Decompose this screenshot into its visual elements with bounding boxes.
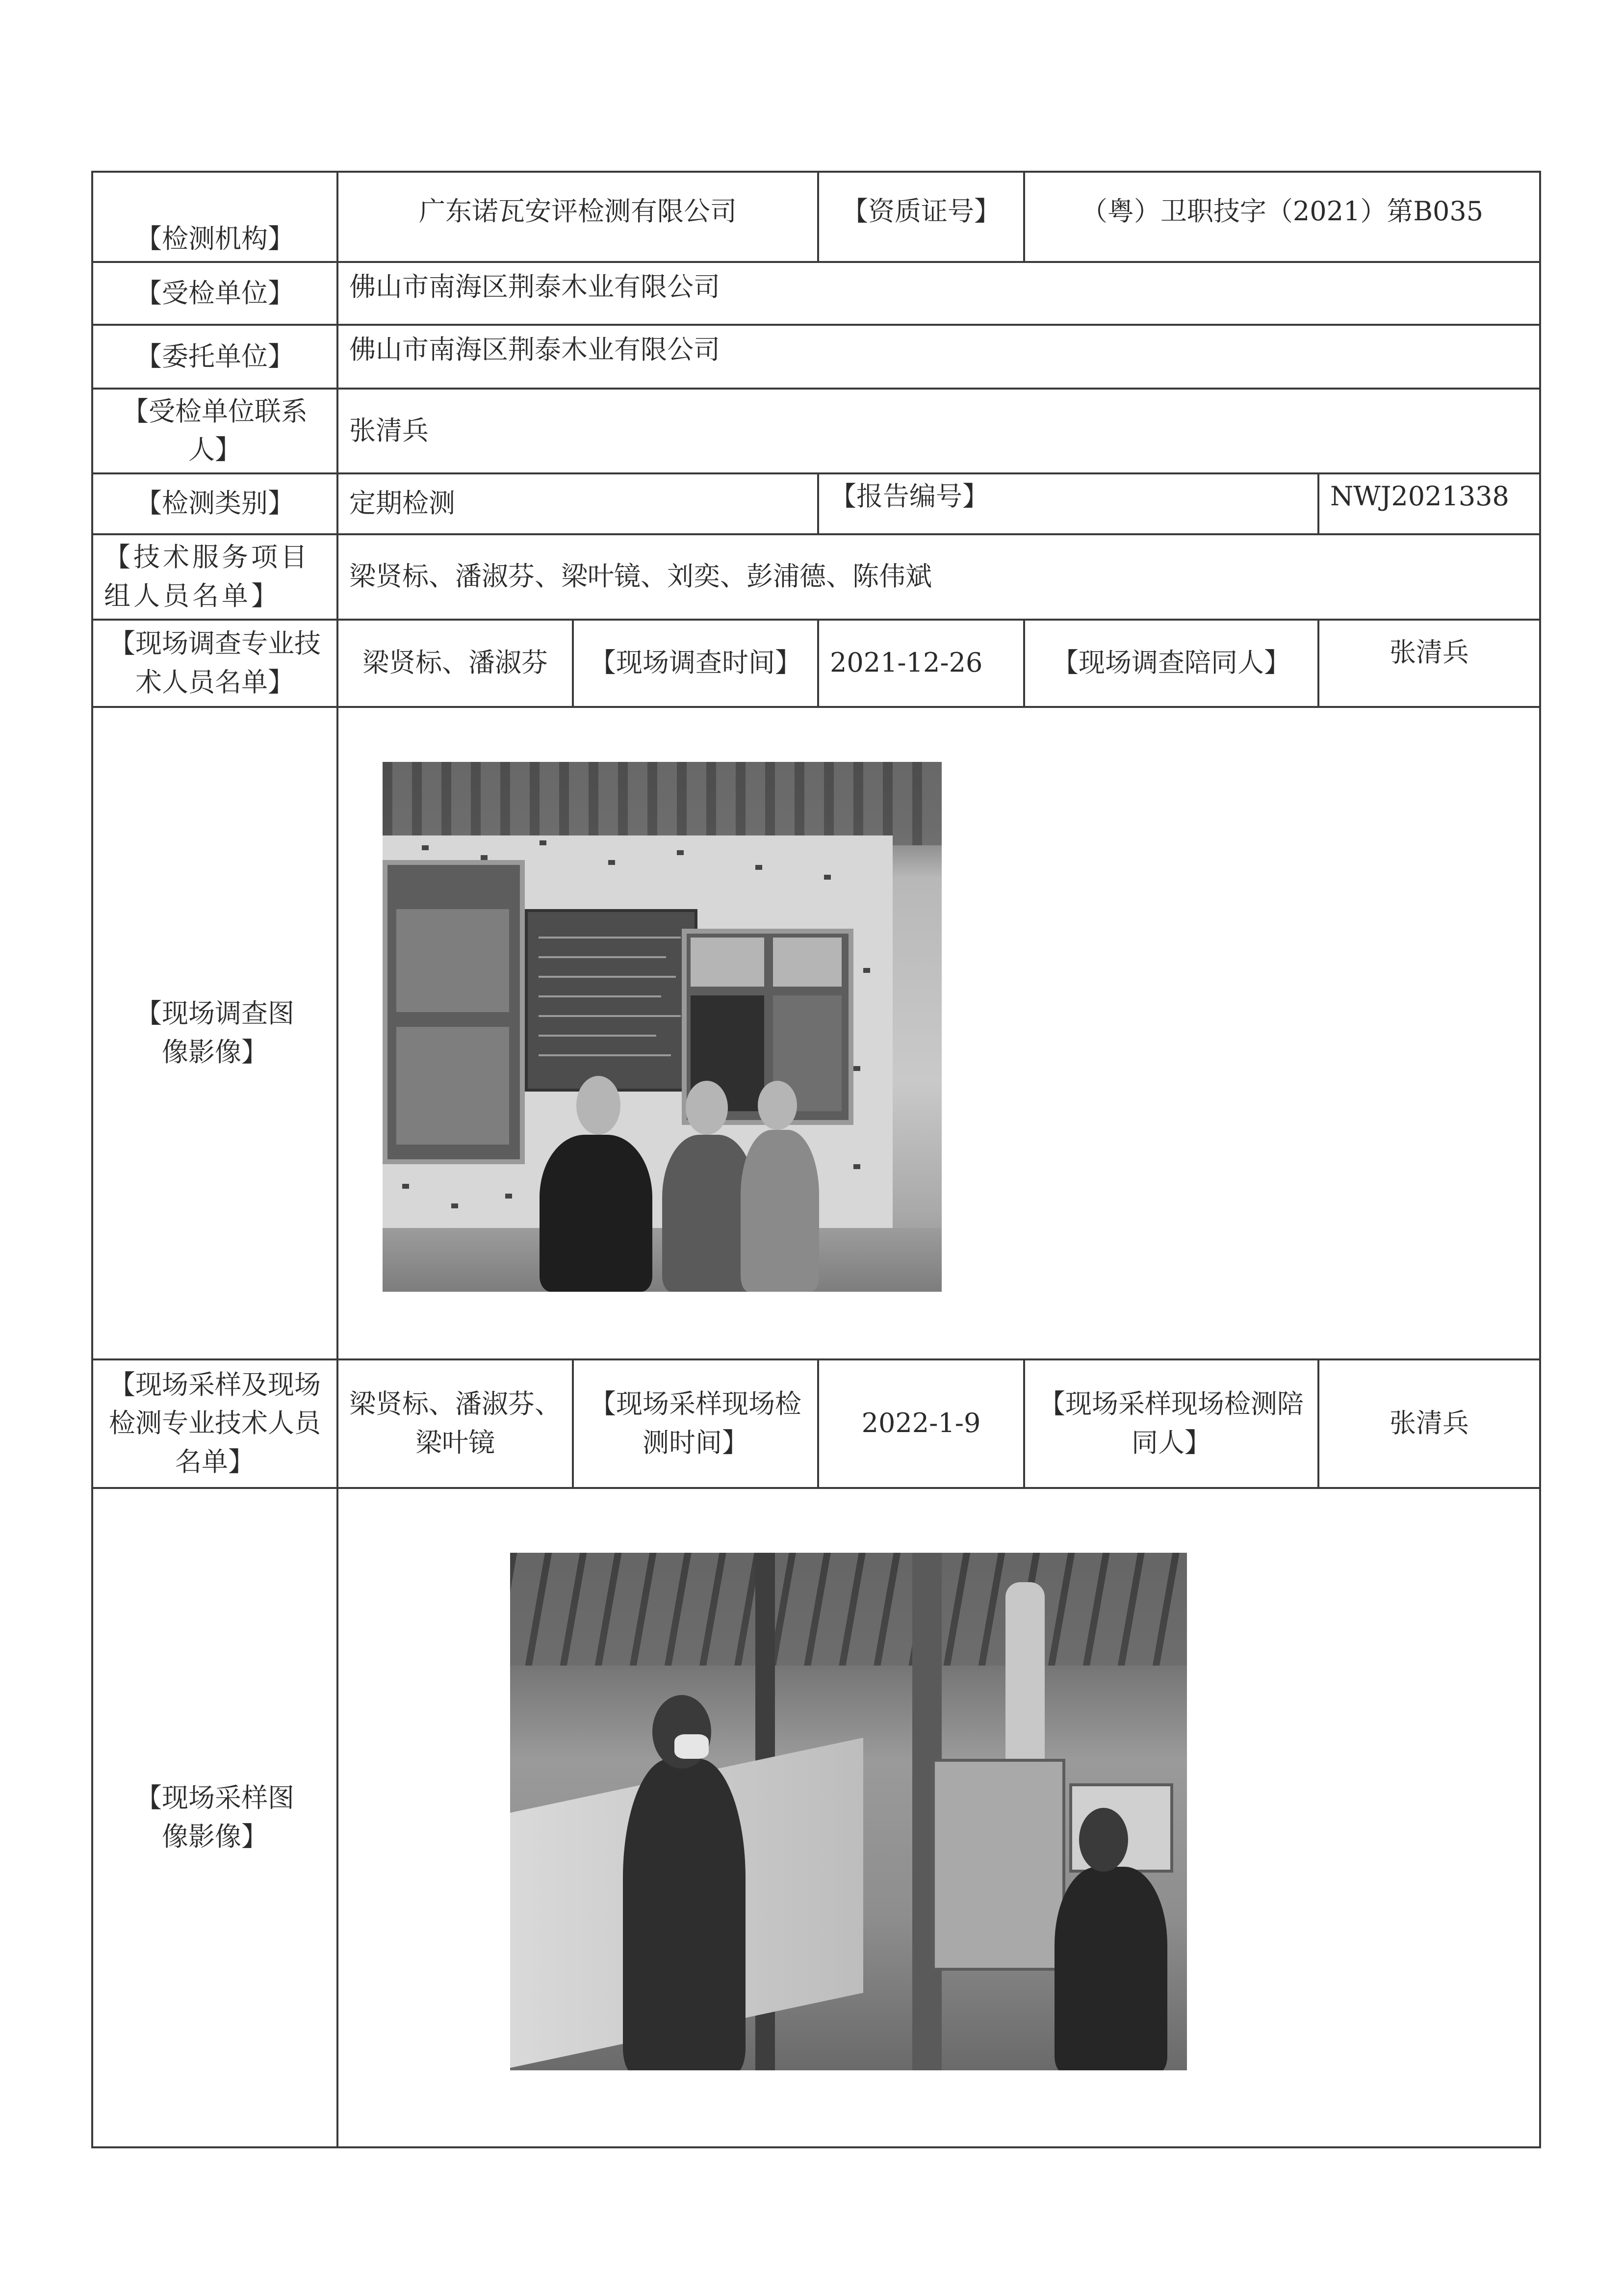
roof-truss <box>510 1553 1187 1666</box>
woodworking-machine <box>932 1759 1065 1971</box>
person-2-head <box>686 1081 728 1135</box>
roof-truss <box>383 762 942 845</box>
sampling-staff-value: 梁贤标、潘淑芬、梁叶镜 <box>337 1359 573 1488</box>
row-team <box>92 534 1540 620</box>
cert-label: 【资质证号】 <box>818 172 1024 262</box>
report-number-label: 【报告编号】 <box>818 473 1318 534</box>
survey-escort-value: 张清兵 <box>1318 620 1540 707</box>
left-window <box>383 860 525 1164</box>
inspected-unit-value: 佛山市南海区荆泰木业有限公司 <box>337 262 1540 325</box>
cert-value: （粤）卫职技字（2021）第B035 <box>1024 172 1540 262</box>
contact-label: 【受检单位联系人】 <box>92 389 337 473</box>
sampling-photo <box>510 1553 1187 2070</box>
worker-right-head <box>1079 1808 1128 1872</box>
person-1-head <box>576 1076 620 1135</box>
entrusting-unit-label: 【委托单位】 <box>92 325 337 389</box>
survey-time-label: 【现场调查时间】 <box>573 620 818 707</box>
sampling-time-value: 2022-1-9 <box>818 1359 1024 1488</box>
face-mask <box>674 1734 709 1759</box>
notice-board <box>525 909 697 1092</box>
inspection-info-table <box>91 171 1541 2148</box>
row-sampling-image <box>92 1488 1540 2147</box>
row-institution <box>92 172 1540 262</box>
category-value: 定期检测 <box>337 473 818 534</box>
team-label: 【技术服务项目组人员名单】 <box>92 534 337 620</box>
sampling-escort-label: 【现场采样现场检测陪同人】 <box>1024 1359 1318 1488</box>
sampling-escort-value: 张清兵 <box>1318 1359 1540 1488</box>
inspected-unit-label: 【受检单位】 <box>92 262 337 325</box>
row-contact <box>92 389 1540 473</box>
report-number-value: NWJ2021338 <box>1318 473 1540 534</box>
sampling-time-label: 【现场采样现场检测时间】 <box>573 1359 818 1488</box>
person-3-head <box>758 1081 797 1130</box>
institution-value: 广东诺瓦安评检测有限公司 <box>337 172 818 262</box>
row-survey-image <box>92 707 1540 1359</box>
survey-image-cell <box>337 707 1540 1359</box>
entrusting-unit-value: 佛山市南海区荆泰木业有限公司 <box>337 325 1540 389</box>
sampling-staff-label: 【现场采样及现场检测专业技术人员名单】 <box>92 1359 337 1488</box>
row-sampling <box>92 1359 1540 1488</box>
survey-time-value: 2021-12-26 <box>818 620 1024 707</box>
row-survey <box>92 620 1540 707</box>
survey-staff-value: 梁贤标、潘淑芬 <box>337 620 573 707</box>
team-value: 梁贤标、潘淑芬、梁叶镜、刘奕、彭浦德、陈伟斌 <box>337 534 1540 620</box>
contact-value: 张清兵 <box>337 389 1540 473</box>
row-inspected-unit <box>92 262 1540 325</box>
row-entrusting-unit <box>92 325 1540 389</box>
worker-left <box>623 1759 746 2070</box>
survey-escort-label: 【现场调查陪同人】 <box>1024 620 1318 707</box>
survey-image-label: 【现场调查图像影像】 <box>92 707 337 1359</box>
survey-photo <box>383 762 942 1292</box>
institution-label: 【检测机构】 <box>92 172 337 262</box>
row-category <box>92 473 1540 534</box>
person-3 <box>741 1130 819 1292</box>
sampling-image-label: 【现场采样图像影像】 <box>92 1488 337 2147</box>
sampling-image-cell <box>337 1488 1540 2147</box>
person-1 <box>540 1135 652 1292</box>
category-label: 【检测类别】 <box>92 473 337 534</box>
survey-staff-label: 【现场调查专业技术人员名单】 <box>92 620 337 707</box>
worker-right <box>1055 1867 1167 2070</box>
